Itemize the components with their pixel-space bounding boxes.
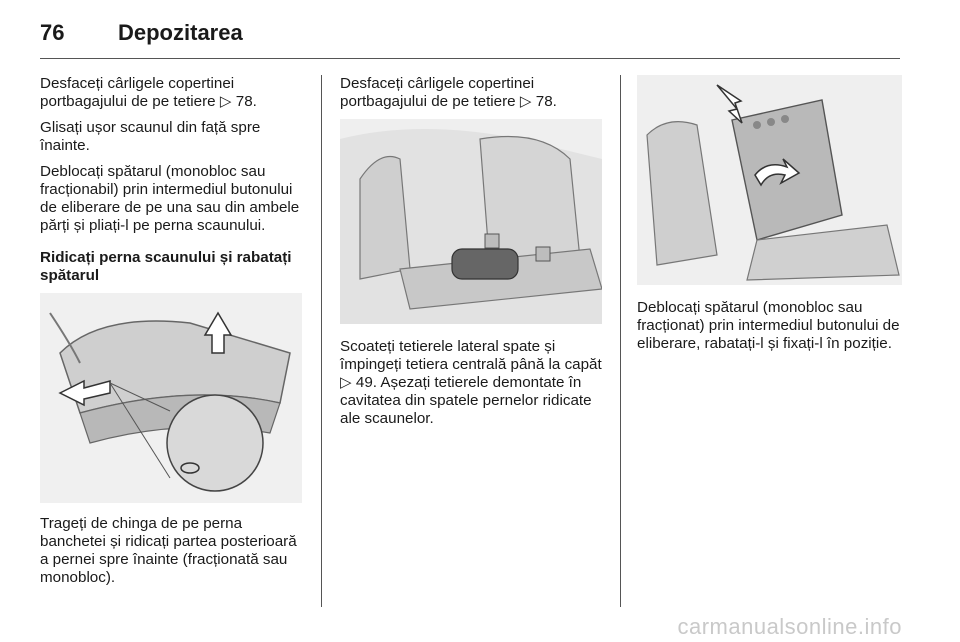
column-1: [40, 75, 308, 595]
headrest-removal-illustration: [340, 119, 602, 324]
seatback-fold-illustration: [637, 75, 902, 285]
col1-paragraph-1: Desfaceți cârligele copertinei portbagajului de pe tetiere ▷ 78.: [40, 75, 257, 110]
col1-paragraph-3: Deblocați spătarul (monobloc sau fracționabil) prin intermediul butonului de eliberare de pe una sau din ambele părți și pliați-l pe perna scaunului.: [40, 163, 300, 234]
column-divider-2: [620, 75, 621, 607]
col1-subheading: Ridicați perna scaunului și rabatați spătarul: [40, 249, 292, 284]
col1-paragraph-4: Trageți de chinga de pe perna banchetei și ridicați partea posterioară a pernei spre înainte (fracționată sau monobloc).: [40, 515, 297, 586]
watermark: carmanualsonline.info: [677, 614, 902, 639]
page-title: Depozitarea: [118, 20, 243, 45]
col3-paragraph-1: Deblocați spătarul (monobloc sau fracționat) prin intermediul butonului de eliberare, rabatați-l și fixați-l în poziție.: [637, 299, 900, 352]
column-divider-1: [321, 75, 322, 607]
page-number: 76: [40, 20, 65, 45]
column-3: [637, 75, 902, 361]
column-2: [340, 75, 602, 436]
col1-paragraph-2: Glisați ușor scaunul din față spre înainte.: [40, 119, 261, 154]
seat-cushion-illustration: [40, 293, 302, 503]
col2-paragraph-2: Scoateți tetierele lateral spate și împingeți tetiera centrală până la capăt ▷ 49. Așezați tetierele demontate în cavitatea din spatele pernelor ridicate ale scaunelor.: [340, 338, 602, 427]
header-divider: [40, 58, 900, 59]
col2-paragraph-1: Desfaceți cârligele copertinei portbagajului de pe tetiere ▷ 78.: [340, 75, 557, 110]
page-header: [40, 14, 900, 54]
